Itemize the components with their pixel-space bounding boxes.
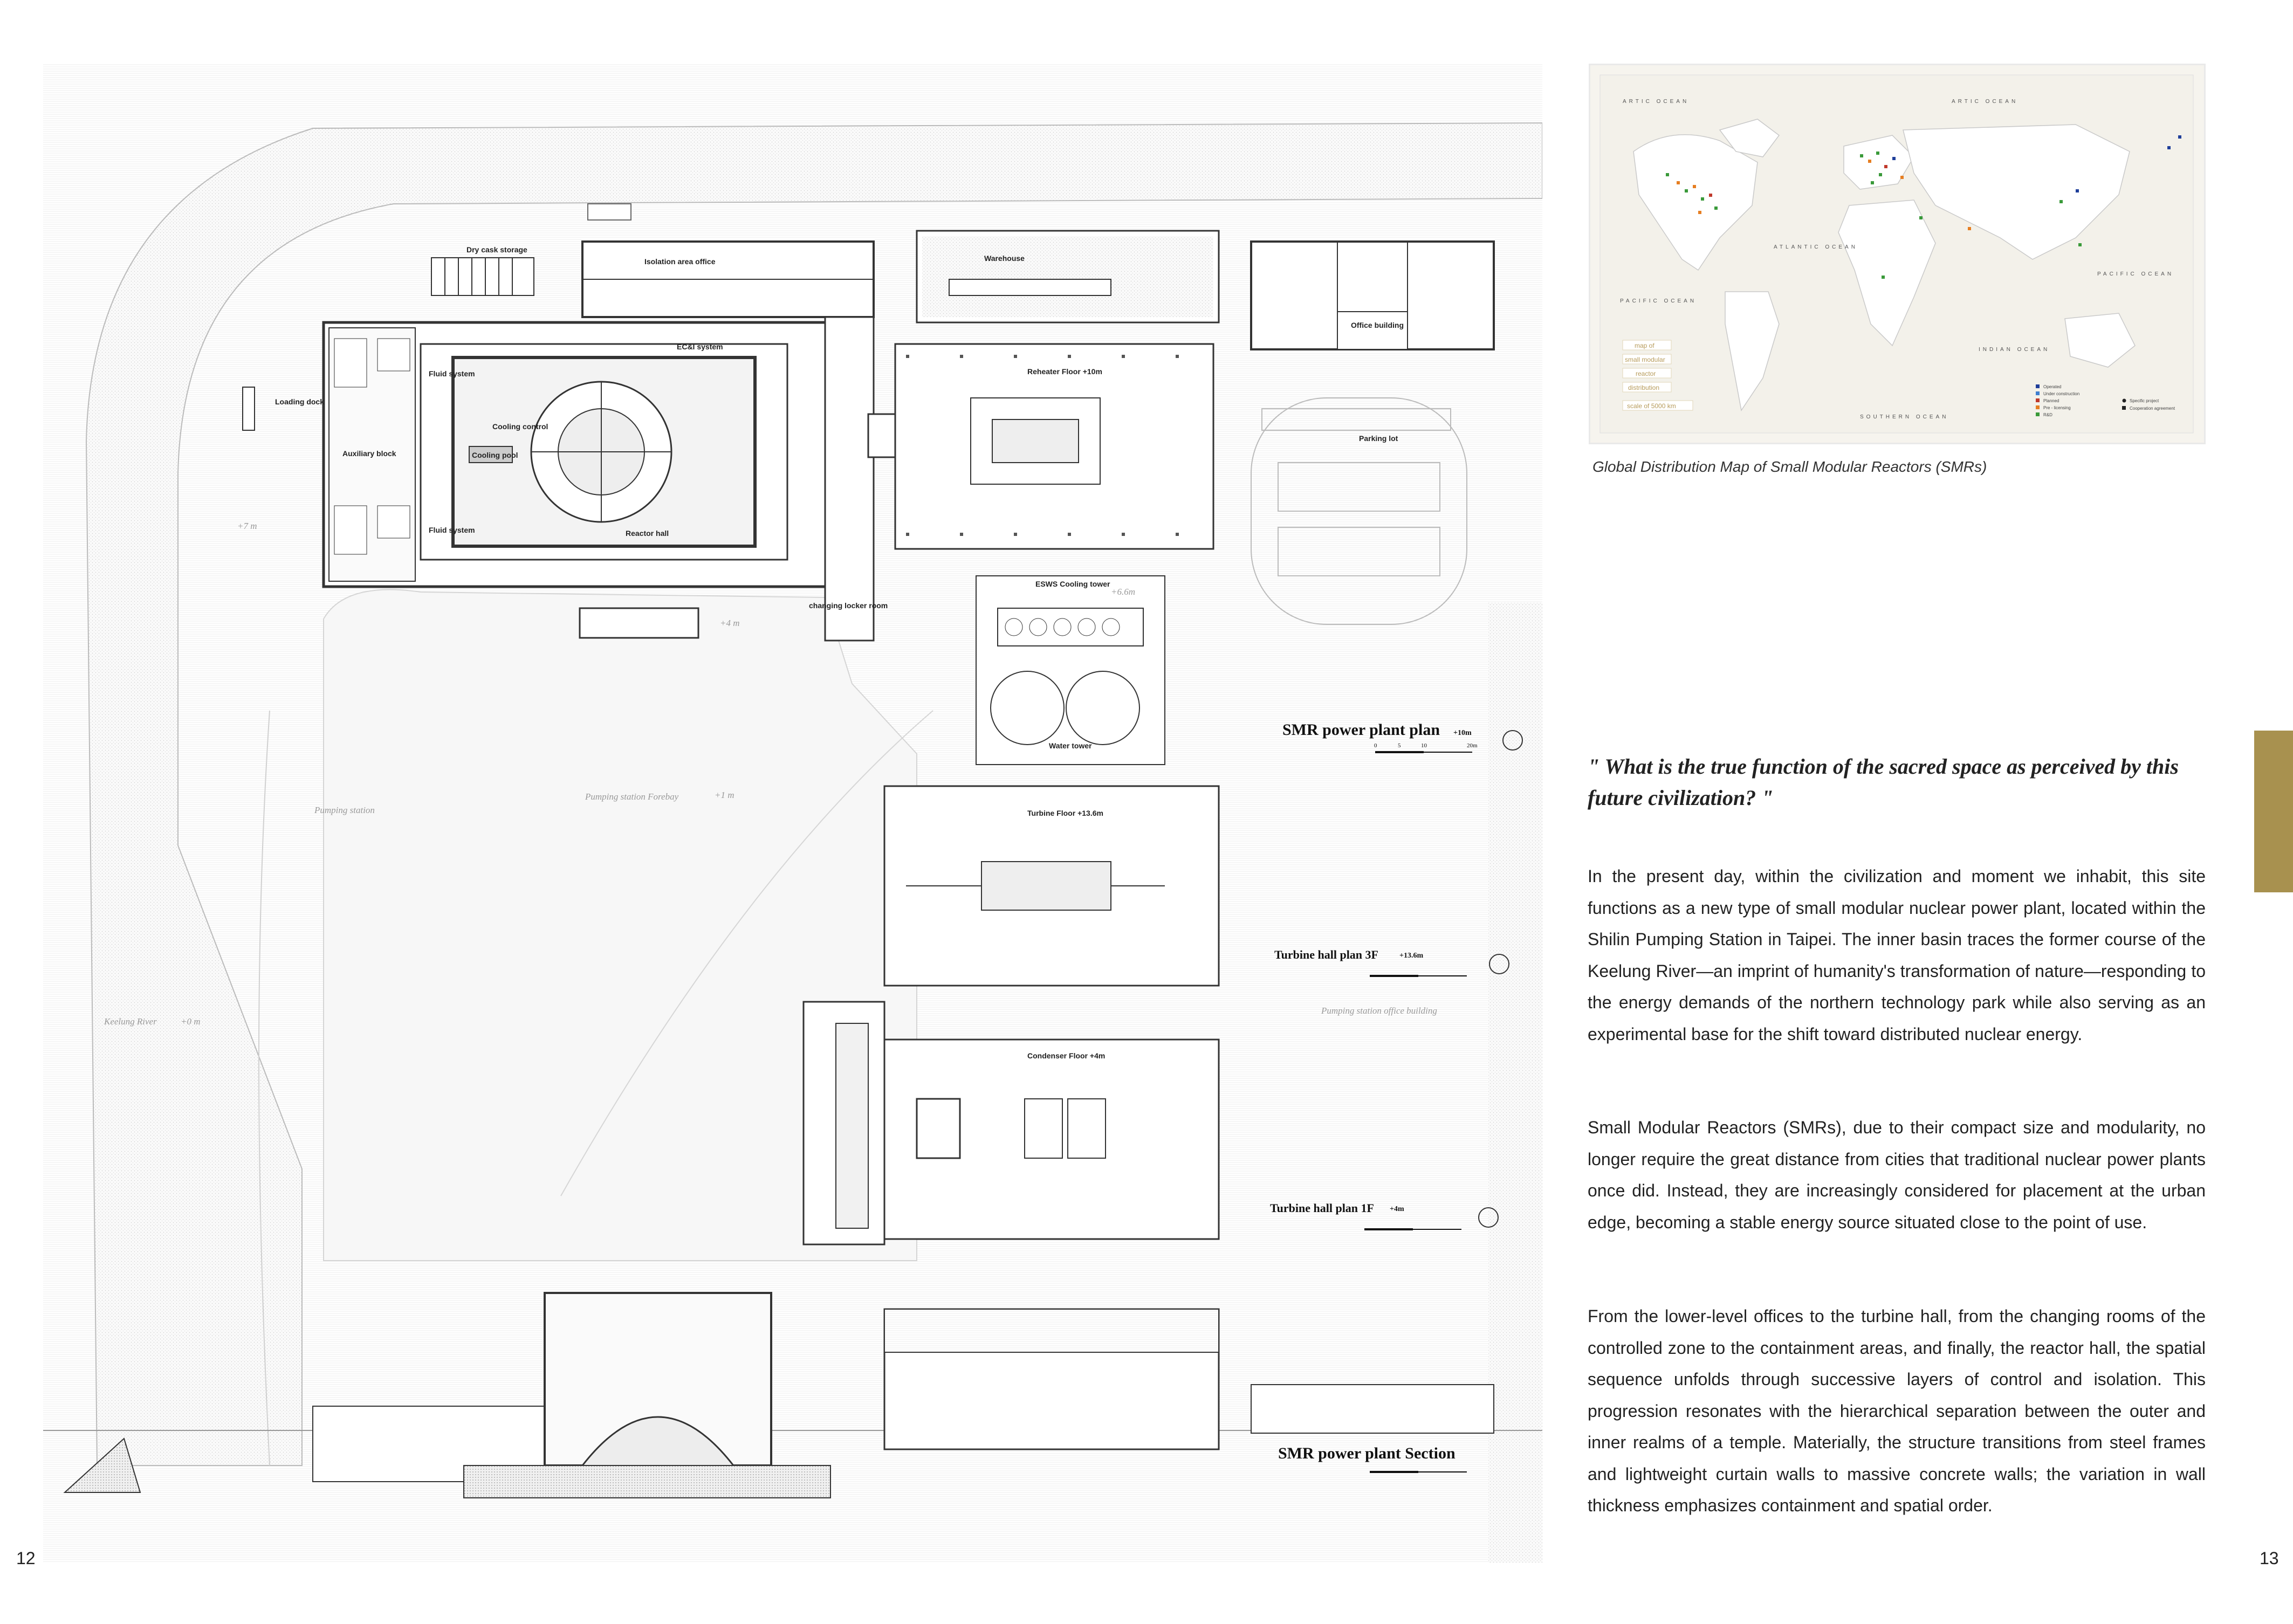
label-keelung-river: Keelung River [104, 1016, 157, 1027]
label-elev-1m: +1 m [715, 790, 734, 800]
label-isolation-office: Isolation area office [644, 257, 716, 266]
ocean-atlantic: ATLANTIC OCEAN [1774, 244, 1858, 250]
legend-right-label: Specific project [2130, 398, 2159, 403]
ocean-artic-left: ARTIC OCEAN [1623, 99, 1690, 105]
title-turbine-3f-level: +13.6m [1399, 952, 1424, 960]
label-esws-tower: ESWS Cooling tower [1035, 580, 1110, 588]
page-number-right: 13 [2260, 1549, 2279, 1568]
paragraph-3: From the lower-level offices to the turbine hall, from the changing rooms of the controlled zone to the containment areas, and finally, the reactor hall, the spatial sequence unfolds through successive layers of control and isolation. This progression resonates with the hierarchical separation between the outer and inner realms of a temple. Materially, the structure transitions from steel frames and lightweight curtain walls to massive concrete walls; the variation in wall thickness emphasizes containment and spatial order. [1588, 1306, 2206, 1515]
legend-label: R&D [2043, 412, 2052, 417]
world-map [1589, 64, 2206, 444]
legend-label: Planned [2043, 398, 2059, 403]
ocean-southern: SOUTHERN OCEAN [1860, 414, 1949, 420]
map-title-line-4: distribution [1628, 384, 1660, 391]
legend-label: Operated [2043, 384, 2062, 389]
label-dry-cask: Dry cask storage [466, 245, 527, 254]
label-elev-4m: +4 m [720, 618, 740, 628]
ocean-artic-right: ARTIC OCEAN [1952, 99, 2019, 105]
map-title-line-3: reactor [1636, 370, 1656, 377]
label-fluid-system-top: Fluid system [429, 369, 475, 378]
label-warehouse: Warehouse [984, 254, 1025, 263]
label-changing-locker: changing locker room [809, 601, 888, 610]
paragraph-1: In the present day, within the civilization and moment we inhabit, this site functions as a new type of small modular nuclear power plant, located within the Shilin Pumping Station in Taipei. The inner basin traces the former course of the Keelung River—an imprint of humanity's transformation of nature—responding to the energy demands of the northern technology park while also serving as an experimental base for the shift toward distributed nuclear energy. [1588, 866, 2206, 1044]
label-cooling-pool: Cooling pool [472, 451, 518, 459]
scale-tick: 5 [1398, 742, 1401, 749]
title-power-plant-plan-level: +10m [1453, 729, 1472, 737]
label-forebay: Pumping station Forebay [585, 792, 679, 802]
map-title-line-2: small modular [1625, 356, 1665, 363]
label-office-building: Office building [1351, 321, 1404, 329]
map-caption: Global Distribution Map of Small Modular Reactors (SMRs) [1592, 458, 1987, 475]
legend-swatch [2036, 405, 2040, 409]
label-elev-6-6m: +6.6m [1111, 587, 1135, 597]
legend-swatch [2036, 398, 2040, 402]
label-auxiliary-block: Auxiliary block [342, 449, 396, 458]
world-map-graphic [1590, 65, 2204, 443]
ocean-indian: INDIAN OCEAN [1979, 347, 2050, 353]
legend-swatch [2036, 391, 2040, 395]
title-turbine-1f: Turbine hall plan 1F [1270, 1201, 1374, 1215]
ocean-pacific-right: PACIFIC OCEAN [2097, 271, 2174, 277]
title-power-plant-plan: SMR power plant plan [1282, 721, 1440, 739]
legend-right-label: Cooperation agreement [2130, 406, 2175, 411]
paragraph-2: Small Modular Reactors (SMRs), due to their compact size and modularity, no longer require the great distance from cities that traditional nuclear power plants once did. Instead, they are increasingly considered for placement at the urban edge, becoming a stable energy source situated close to the point of use. [1588, 1118, 2206, 1232]
ocean-pacific-left: PACIFIC OCEAN [1620, 298, 1697, 304]
scale-tick: 10 [1421, 742, 1427, 749]
label-fluid-system-bottom: Fluid system [429, 526, 475, 534]
label-office-building-site: Pumping station office building [1321, 1006, 1437, 1016]
quote-heading: " What is the true function of the sacred space as perceived by this future civilization? " [1588, 754, 2179, 810]
legend-label: Under construction [2043, 391, 2080, 396]
label-eci-system: EC&I system [677, 342, 723, 351]
label-elev-0m: +0 m [181, 1016, 201, 1027]
site-plan-drawing [43, 64, 1542, 1563]
legend-label: Pre - licensing [2043, 405, 2071, 410]
title-turbine-3f: Turbine hall plan 3F [1274, 948, 1378, 961]
label-condenser-floor: Condenser Floor +4m [1027, 1051, 1106, 1060]
page-number-left: 12 [16, 1549, 36, 1568]
title-turbine-1f-level: +4m [1390, 1205, 1404, 1213]
legend-swatch [2036, 384, 2040, 388]
label-loading-dock: Loading dock [275, 397, 324, 406]
label-pumping-station: Pumping station [314, 805, 375, 815]
label-water-tower: Water tower [1049, 741, 1092, 750]
label-reheater-floor: Reheater Floor +10m [1027, 367, 1102, 376]
label-cooling-control: Cooling control [492, 422, 548, 431]
legend-swatch [2036, 412, 2040, 416]
section-tab [2254, 731, 2293, 892]
label-elev-7m: +7 m [237, 521, 257, 531]
title-section: SMR power plant Section [1278, 1444, 1456, 1462]
map-scale: scale of 5000 km [1627, 402, 1676, 410]
scale-tick: 20m [1467, 742, 1478, 749]
scale-tick: 0 [1374, 742, 1377, 749]
label-turbine-floor: Turbine Floor +13.6m [1027, 809, 1103, 817]
label-parking-lot: Parking lot [1359, 434, 1398, 443]
label-reactor-hall: Reactor hall [626, 529, 669, 538]
map-title-line-1: map of [1635, 342, 1654, 349]
